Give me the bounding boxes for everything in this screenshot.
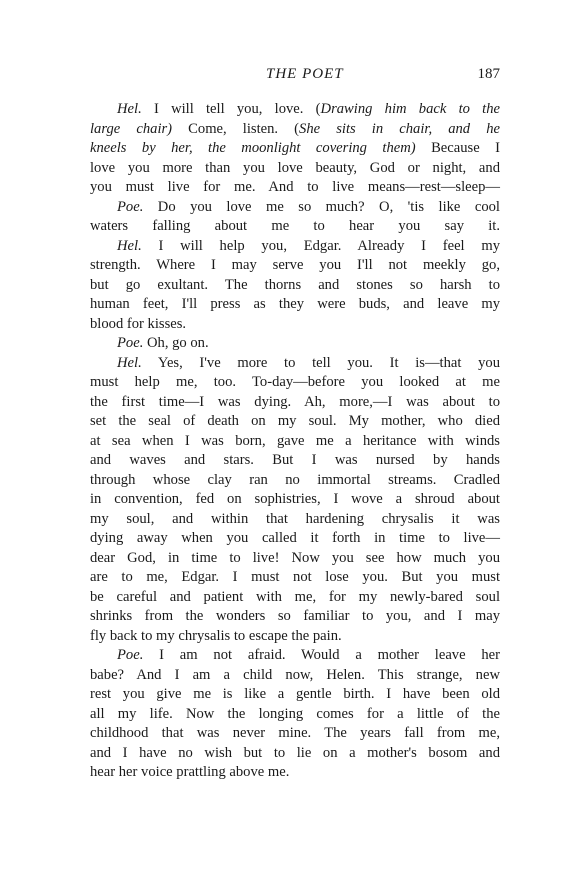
italic-text: She sits in chair, and he: [299, 120, 500, 137]
text-segment: are to me, Edgar. I must not lose you. But you must: [90, 569, 500, 585]
text-segment: love you more than you love beauty, God or night, and: [90, 159, 500, 176]
text-segment: babe? And I am a child now, Helen. This strange, new: [90, 666, 500, 683]
text-segment: I am not afraid. Would a mother leave her: [143, 647, 500, 663]
text-line: [90, 549, 500, 569]
text-segment: you must live for me. And to live means—rest—sleep—: [90, 179, 500, 195]
text-line: [90, 763, 500, 783]
text-segment: Oh, go on.: [143, 335, 209, 351]
text-segment: I will help you, Edgar. Already I feel my: [141, 237, 500, 254]
text-line: [90, 237, 500, 257]
text-segment: set the seal of death on my soul. My mother, who died: [90, 413, 500, 429]
text-line: [90, 373, 500, 393]
italic-text: large chair): [90, 120, 173, 137]
text-line: [90, 256, 500, 276]
text-segment: in convention, fed on sophistries, I wove a shroud about: [90, 491, 500, 507]
text-segment: strength. Where I may serve you I'll not meekly go,: [90, 257, 500, 273]
text-line: [90, 159, 500, 179]
text-line: [90, 120, 500, 140]
text-segment: through whose clay ran no immortal streams. Cradled: [90, 471, 500, 488]
running-title: THE POET: [266, 66, 344, 82]
text-segment: but go exultant. The thorns and stones so harsh to: [90, 276, 500, 293]
text-segment: at sea when I was born, gave me a heritance with winds: [90, 432, 500, 449]
text-segment: blood for kisses.: [90, 315, 187, 332]
text-line: [90, 451, 500, 471]
text-line: [90, 393, 500, 413]
text-segment: Come, listen. (: [172, 120, 300, 137]
text-segment: hear her voice prattling above me.: [90, 764, 290, 780]
page-number: 187: [477, 66, 500, 82]
text-segment: waters falling about me to hear you say it.: [90, 218, 500, 234]
italic-text: kneels by her, the moonlight covering them): [90, 140, 416, 156]
text-line: [90, 607, 500, 627]
italic-text: Hel.: [117, 354, 142, 371]
text-line: [90, 334, 500, 354]
text-segment: my soul, and within that hardening chrysalis it was: [90, 510, 500, 527]
text-line: [90, 432, 500, 452]
text-segment: dying away when you called it forth in time to live—: [90, 530, 500, 546]
text-line: [90, 178, 500, 198]
text-line: [90, 705, 500, 725]
text-line: [90, 471, 500, 491]
text-segment: and I have no wish but to lie on a mother's bosom and: [90, 744, 500, 761]
text-line: [90, 685, 500, 705]
text-line: [90, 315, 500, 335]
text-line: [90, 744, 500, 764]
text-segment: Do you love me so much? O, 'tis like cool: [143, 198, 500, 215]
italic-text: Poe.: [117, 198, 144, 215]
text-line: [90, 139, 500, 159]
text-segment: must help me, too. To-day—before you looked at me: [90, 374, 500, 390]
text-segment: human feet, I'll press as they were buds, and leave my: [90, 296, 500, 312]
text-line: [90, 627, 500, 647]
body-text: [90, 100, 500, 783]
text-line: [90, 100, 500, 120]
text-line: [90, 568, 500, 588]
italic-text: Hel.: [117, 101, 142, 117]
text-line: [90, 276, 500, 296]
italic-text: Drawing him back to the: [320, 101, 500, 117]
text-line: [90, 588, 500, 608]
text-line: [90, 529, 500, 549]
text-segment: all my life. Now the longing comes for a little of the: [90, 705, 500, 722]
text-segment: fly back to my chrysalis to escape the pain.: [90, 627, 342, 644]
text-line: [90, 217, 500, 237]
text-line: [90, 666, 500, 686]
italic-text: Hel.: [117, 237, 142, 254]
page-header: [0, 66, 568, 88]
italic-text: Poe.: [117, 647, 144, 663]
text-line: [90, 510, 500, 530]
text-line: [90, 295, 500, 315]
text-segment: Yes, I've more to tell you. It is—that you: [141, 354, 500, 371]
text-line: [90, 646, 500, 666]
text-line: [90, 724, 500, 744]
text-line: [90, 490, 500, 510]
text-segment: the first time—I was dying. Ah, more,—I was about to: [90, 393, 500, 410]
text-line: [90, 198, 500, 218]
italic-text: Poe.: [117, 335, 144, 351]
text-line: [90, 354, 500, 374]
text-segment: dear God, in time to live! Now you see how much you: [90, 549, 500, 566]
text-segment: rest you give me is like a gentle birth. I have been old: [90, 686, 500, 702]
text-segment: and waves and stars. But I was nursed by hands: [90, 452, 500, 468]
text-line: [90, 412, 500, 432]
text-segment: Because I: [415, 140, 500, 156]
text-segment: childhood that was never mine. The years fall from me,: [90, 725, 500, 741]
text-segment: shrinks from the wonders so familiar to you, and I may: [90, 608, 500, 624]
text-segment: be careful and patient with me, for my newly-bared soul: [90, 588, 500, 605]
text-segment: I will tell you, love. (: [141, 101, 321, 117]
